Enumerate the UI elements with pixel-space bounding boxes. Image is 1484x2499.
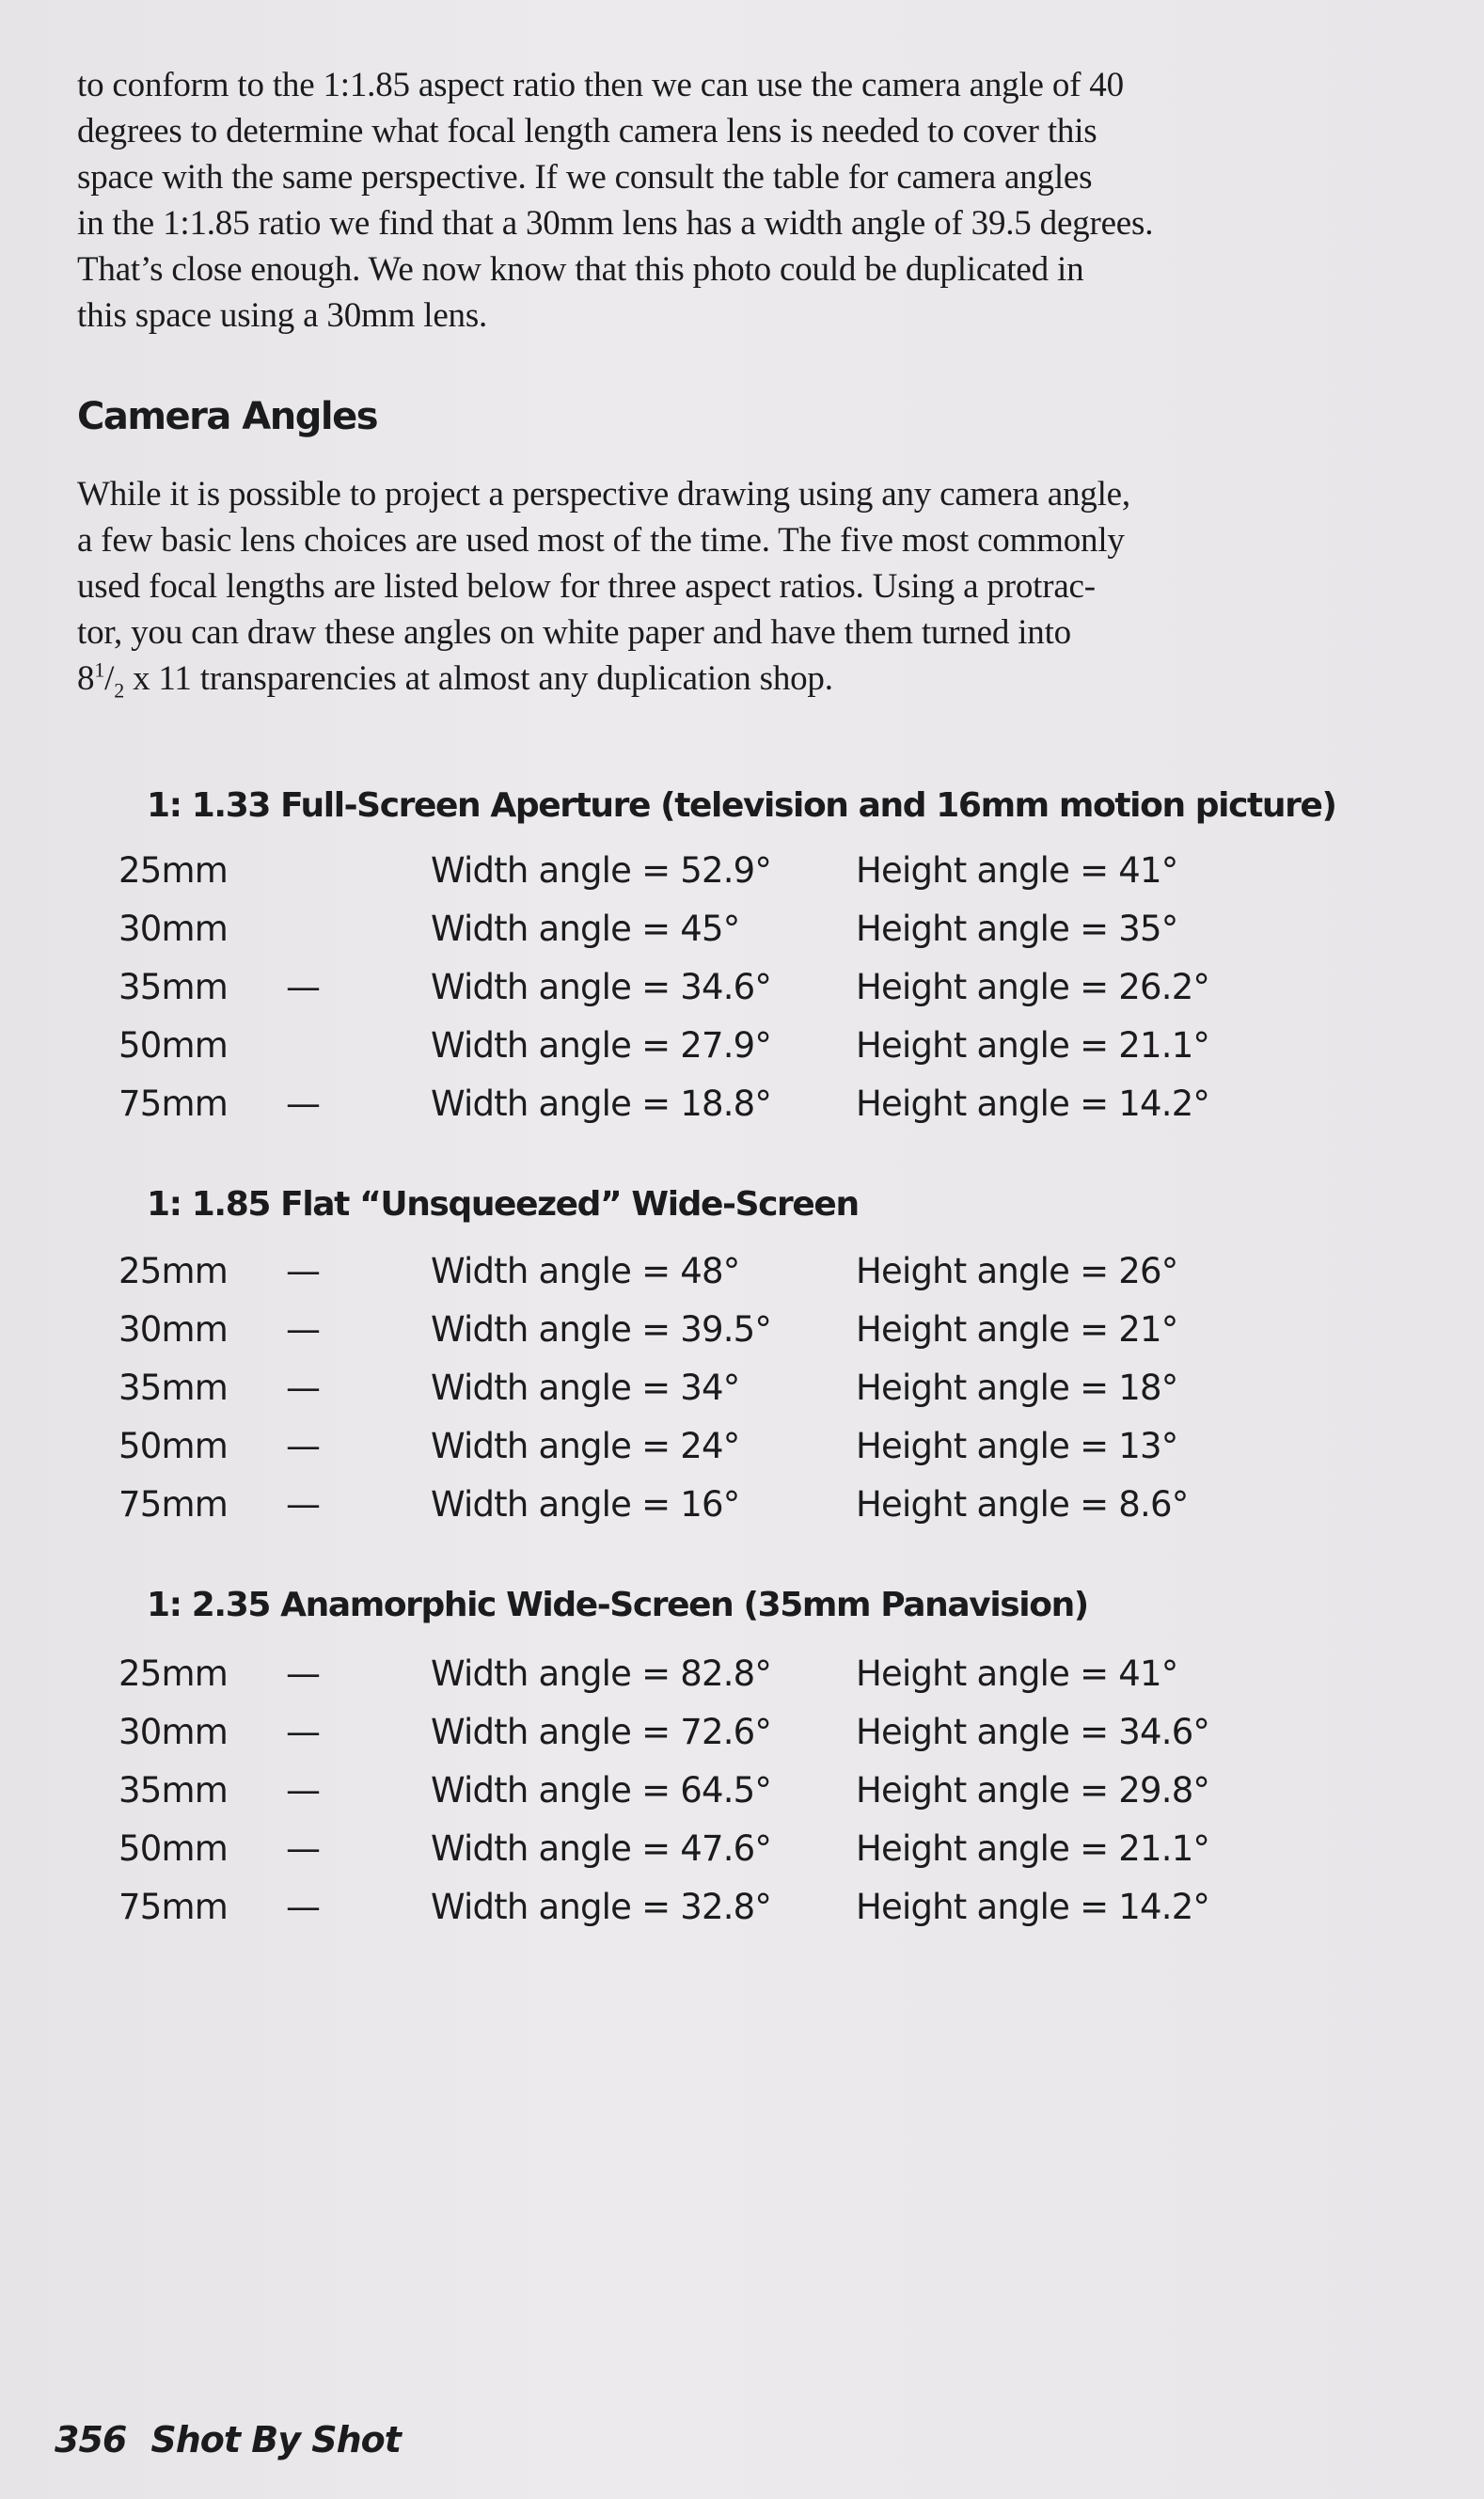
lens-focal-length: 50mm xyxy=(118,1828,228,1869)
intro-line: space with the same perspective. If we consult the table for camera angles xyxy=(77,158,1093,197)
lens-row xyxy=(0,1653,1484,1710)
lens-row xyxy=(0,1251,1484,1307)
height-angle: Height angle = 8.6° xyxy=(856,1484,1189,1525)
page-number: 356 xyxy=(55,2419,127,2460)
intro-line: degrees to determine what focal length camera lens is needed to cover this xyxy=(77,112,1097,150)
height-angle: Height angle = 26.2° xyxy=(856,967,1210,1007)
height-angle: Height angle = 21° xyxy=(856,1309,1178,1350)
width-angle: Width angle = 24° xyxy=(431,1426,740,1466)
page-footer xyxy=(55,2419,401,2460)
height-angle: Height angle = 29.8° xyxy=(856,1770,1210,1811)
lens-dash: — xyxy=(286,1828,321,1869)
lens-focal-length: 25mm xyxy=(118,1653,228,1694)
lens-row xyxy=(0,1426,1484,1482)
aspect-ratio-title: 1: 1.85 Flat “Unsqueezed” Wide-Screen xyxy=(147,1185,859,1224)
body-paragraph xyxy=(77,471,1366,702)
lens-focal-length: 25mm xyxy=(118,850,228,891)
height-angle: Height angle = 13° xyxy=(856,1426,1178,1466)
height-angle: Height angle = 41° xyxy=(856,1653,1178,1694)
lens-row xyxy=(0,1484,1484,1541)
intro-line: to conform to the 1:1.85 aspect ratio then we can use the camera angle of 40 xyxy=(77,66,1124,104)
lens-row xyxy=(0,1712,1484,1768)
width-angle: Width angle = 39.5° xyxy=(431,1309,772,1350)
body-line: While it is possible to project a perspective drawing using any camera angle, xyxy=(77,475,1130,514)
width-angle: Width angle = 32.8° xyxy=(431,1887,772,1927)
lens-row xyxy=(0,850,1484,907)
width-angle: Width angle = 72.6° xyxy=(431,1712,772,1752)
lens-focal-length: 25mm xyxy=(118,1251,228,1291)
lens-dash: — xyxy=(286,1083,321,1124)
width-angle: Width angle = 18.8° xyxy=(431,1083,772,1124)
height-angle: Height angle = 14.2° xyxy=(856,1083,1210,1124)
height-angle: Height angle = 34.6° xyxy=(856,1712,1210,1752)
height-angle: Height angle = 21.1° xyxy=(856,1828,1210,1869)
lens-focal-length: 30mm xyxy=(118,909,228,949)
body-line: a few basic lens choices are used most of the time. The five most commonly xyxy=(77,521,1125,560)
width-angle: Width angle = 27.9° xyxy=(431,1025,772,1066)
lens-row xyxy=(0,1025,1484,1082)
height-angle: Height angle = 41° xyxy=(856,850,1178,891)
intro-line: this space using a 30mm lens. xyxy=(77,296,488,335)
lens-row xyxy=(0,1828,1484,1885)
width-angle: Width angle = 82.8° xyxy=(431,1653,772,1694)
width-angle: Width angle = 52.9° xyxy=(431,850,772,891)
width-angle: Width angle = 16° xyxy=(431,1484,740,1525)
lens-focal-length: 75mm xyxy=(118,1083,228,1124)
lens-focal-length: 30mm xyxy=(118,1712,228,1752)
height-angle: Height angle = 35° xyxy=(856,909,1178,949)
width-angle: Width angle = 45° xyxy=(431,909,740,949)
width-angle: Width angle = 34.6° xyxy=(431,967,772,1007)
width-angle: Width angle = 34° xyxy=(431,1368,740,1408)
height-angle: Height angle = 14.2° xyxy=(856,1887,1210,1927)
lens-dash: — xyxy=(286,1368,321,1408)
intro-line: That’s close enough. We now know that this photo could be duplicated in xyxy=(77,250,1084,289)
lens-dash: — xyxy=(286,1251,321,1291)
lens-dash: — xyxy=(286,1770,321,1811)
width-angle: Width angle = 48° xyxy=(431,1251,740,1291)
lens-dash: — xyxy=(286,1484,321,1525)
body-line: used focal lengths are listed below for three aspect ratios. Using a protrac- xyxy=(77,567,1096,606)
width-angle: Width angle = 64.5° xyxy=(431,1770,772,1811)
lens-focal-length: 50mm xyxy=(118,1025,228,1066)
lens-dash: — xyxy=(286,1309,321,1350)
book-title: Shot By Shot xyxy=(150,2419,401,2460)
height-angle: Height angle = 21.1° xyxy=(856,1025,1210,1066)
lens-row xyxy=(0,909,1484,965)
lens-dash: — xyxy=(286,1887,321,1927)
lens-focal-length: 35mm xyxy=(118,1770,228,1811)
height-angle: Height angle = 26° xyxy=(856,1251,1178,1291)
aspect-ratio-title: 1: 2.35 Anamorphic Wide-Screen (35mm Panavision) xyxy=(147,1586,1088,1624)
lens-row xyxy=(0,1309,1484,1366)
intro-paragraph xyxy=(77,62,1366,339)
height-angle: Height angle = 18° xyxy=(856,1368,1178,1408)
lens-focal-length: 35mm xyxy=(118,967,228,1007)
body-line-last: $8^1/_2$ x 11 transparencies at almost any duplication shop. xyxy=(77,657,833,703)
lens-row xyxy=(0,1368,1484,1424)
section-heading: Camera Angles xyxy=(77,395,378,438)
lens-row xyxy=(0,1083,1484,1140)
body-line: tor, you can draw these angles on white paper and have them turned into xyxy=(77,613,1071,652)
width-angle: Width angle = 47.6° xyxy=(431,1828,772,1869)
lens-focal-length: 35mm xyxy=(118,1368,228,1408)
lens-row xyxy=(0,967,1484,1023)
lens-row xyxy=(0,1887,1484,1943)
lens-row xyxy=(0,1770,1484,1827)
lens-focal-length: 30mm xyxy=(118,1309,228,1350)
lens-focal-length: 75mm xyxy=(118,1887,228,1927)
lens-dash: — xyxy=(286,967,321,1007)
lens-focal-length: 75mm xyxy=(118,1484,228,1525)
lens-dash: — xyxy=(286,1653,321,1694)
lens-focal-length: 50mm xyxy=(118,1426,228,1466)
lens-dash: — xyxy=(286,1426,321,1466)
aspect-ratio-title: 1: 1.33 Full-Screen Aperture (television and 16mm motion picture) xyxy=(147,786,1336,825)
intro-line: in the 1:1.85 ratio we find that a 30mm lens has a width angle of 39.5 degrees. xyxy=(77,204,1154,243)
lens-dash: — xyxy=(286,1712,321,1752)
